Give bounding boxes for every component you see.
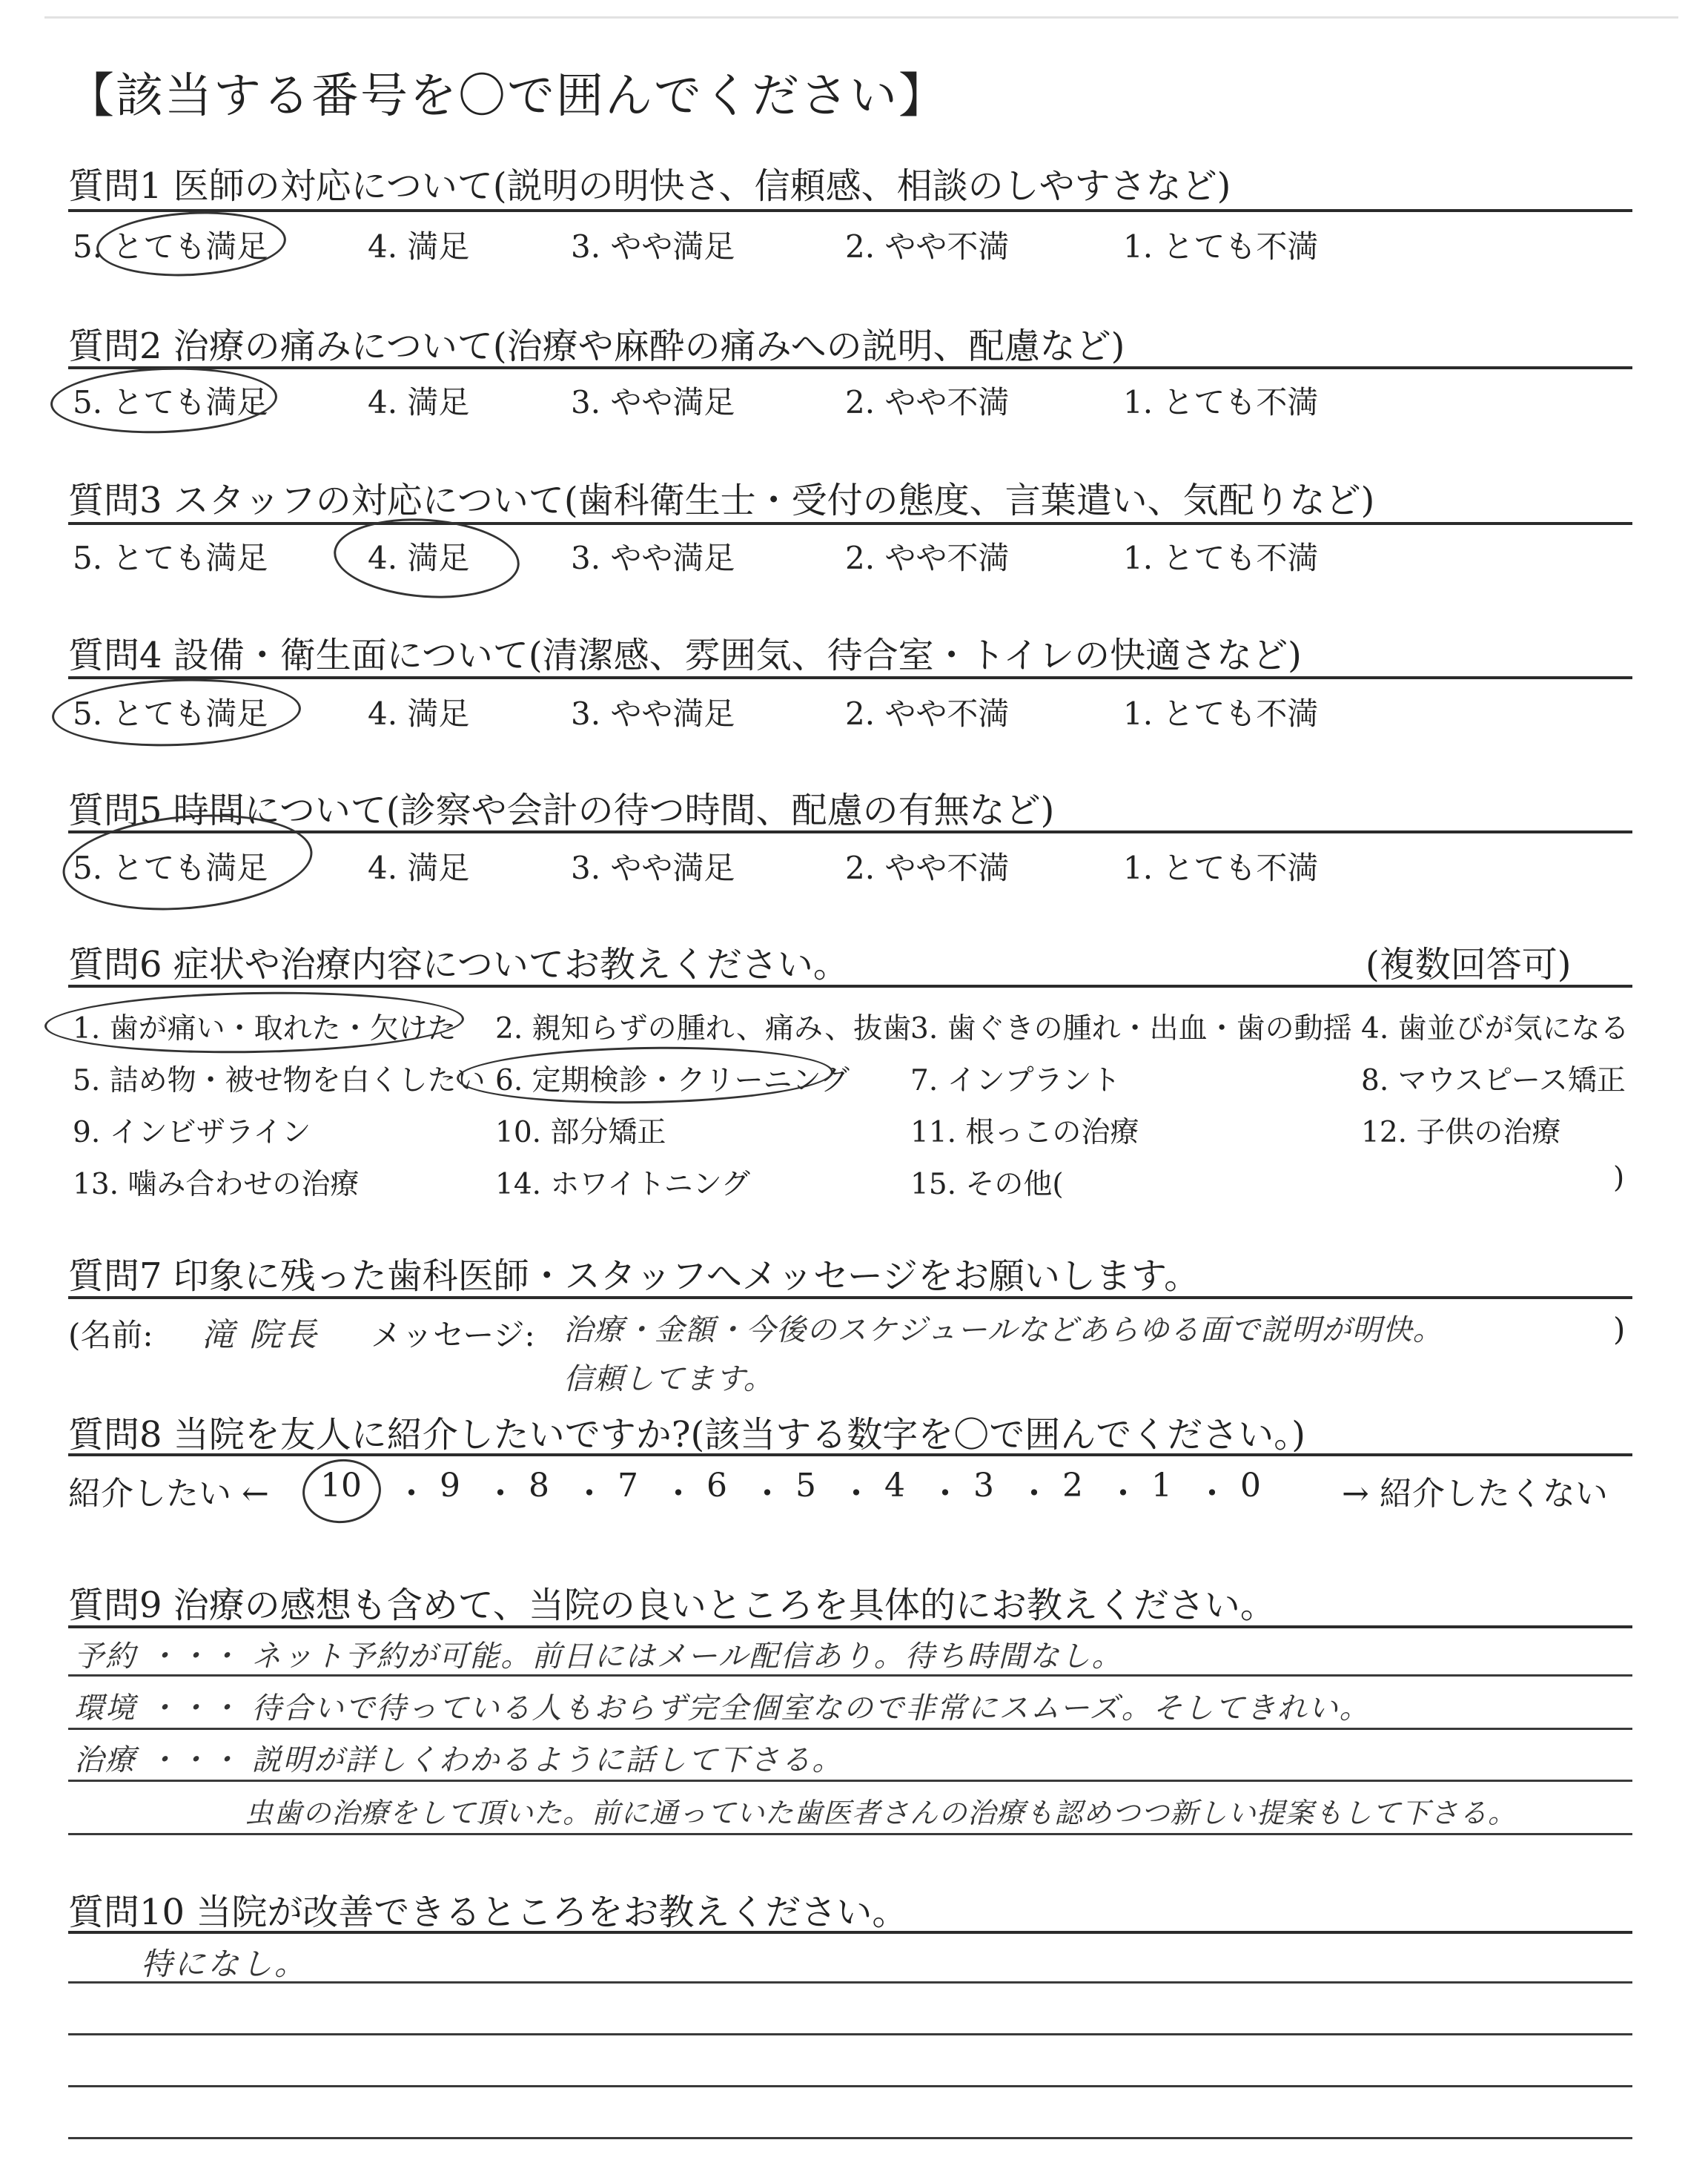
q7-message-label: メッセージ: — [371, 1317, 535, 1353]
page-title: 【該当する番号を〇で囲んでください】 — [67, 69, 947, 124]
q2-option-1[interactable]: 1. とても不満 — [1123, 384, 1319, 420]
question-8-rule — [68, 1453, 1632, 1456]
q8-separator: ・ — [929, 1475, 961, 1513]
q5-option-2[interactable]: 2. やや不満 — [845, 850, 1010, 886]
q6-option-4[interactable]: 4. 歯並びが気になる — [1361, 1012, 1629, 1046]
question-8-label: 質問8 当院を友人に紹介したいですか?(該当する数字を〇で囲んでください。) — [68, 1414, 1305, 1456]
q3-option-1[interactable]: 1. とても不満 — [1123, 540, 1319, 576]
question-10-label: 質問10 当院が改善できるところをお教えください。 — [68, 1892, 908, 1933]
q6-option-1[interactable]: 1. 歯が痛い・取れた・欠けた — [73, 1012, 457, 1046]
q5-option-3[interactable]: 3. やや満足 — [571, 850, 735, 886]
q6-option-15[interactable]: 15. その他( — [910, 1168, 1064, 1201]
q10-answer-rule — [68, 2033, 1632, 2035]
q6-option-11[interactable]: 11. 根っこの治療 — [910, 1116, 1139, 1149]
q6-option-7[interactable]: 7. インプラント — [910, 1064, 1121, 1097]
q9-answer-line-2[interactable]: 環境 ・・・ 待合いで待っている人もおらず完全個室なので非常にスムーズ。そしてきれい。 — [74, 1691, 1371, 1725]
question-6-note: (複数回答可) — [1366, 944, 1572, 985]
q6-option-9[interactable]: 9. インビザライン — [73, 1116, 311, 1149]
q8-scale-4[interactable]: 4 — [884, 1467, 905, 1505]
q3-option-4[interactable]: 4. 満足 — [368, 540, 470, 576]
q5-option-4[interactable]: 4. 満足 — [368, 850, 470, 886]
question-3-label: 質問3 スタッフの対応について(歯科衛生士・受付の態度、言葉遣い、気配りなど) — [68, 480, 1375, 521]
q8-scale-2[interactable]: 2 — [1062, 1467, 1083, 1505]
question-6-label: 質問6 症状や治療内容についてお教えください。 — [68, 944, 849, 985]
q8-separator: ・ — [573, 1475, 606, 1513]
q8-separator: ・ — [1018, 1475, 1050, 1513]
q8-separator: ・ — [1196, 1475, 1228, 1513]
question-9-label: 質問9 治療の感想も含めて、当院の良いところを具体的にお教えください。 — [68, 1585, 1276, 1626]
q4-selection-circle — [51, 675, 302, 750]
question-1-rule — [68, 209, 1632, 212]
q6-option-5[interactable]: 5. 詰め物・被せ物を白くしたい — [73, 1064, 486, 1097]
q2-selection-circle — [50, 364, 279, 437]
question-1-label: 質問1 医師の対応について(説明の明快さ、信頼感、相談のしやすさなど) — [68, 165, 1231, 207]
q9-answer-line-3[interactable]: 治療 ・・・ 説明が詳しくわかるように話して下さる。 — [74, 1743, 844, 1777]
q4-option-5[interactable]: 5. とても満足 — [73, 696, 268, 732]
question-5-rule — [68, 830, 1632, 833]
question-7-label: 質問7 印象に残った歯科医師・スタッフへメッセージをお願いします。 — [68, 1255, 1200, 1297]
q7-message-line-1[interactable]: 治療・金額・今後のスケジュールなどあらゆる面で説明が明快。 — [563, 1313, 1443, 1347]
q3-selection-circle — [331, 512, 523, 604]
q9-answer-line-1[interactable]: 予約 ・・・ ネット予約が可能。前日にはメール配信あり。待ち時間なし。 — [74, 1639, 1123, 1674]
q4-option-4[interactable]: 4. 満足 — [368, 696, 470, 732]
q8-right-label: → 紹介したくない — [1342, 1475, 1608, 1513]
q4-option-2[interactable]: 2. やや不満 — [845, 696, 1010, 732]
question-10-rule — [68, 1931, 1632, 1934]
question-2-rule — [68, 366, 1632, 369]
top-divider — [44, 16, 1678, 19]
q9-answer-line-4[interactable]: 虫歯の治療をして頂いた。前に通っていた歯医者さんの治療も認めつつ新しい提案もして下さる。 — [245, 1797, 1517, 1829]
q9-answer-rule — [68, 1833, 1632, 1835]
q2-option-3[interactable]: 3. やや満足 — [571, 384, 735, 420]
q6-option-6[interactable]: 6. 定期検診・クリーニング — [495, 1064, 850, 1097]
q8-scale-9[interactable]: 9 — [440, 1467, 460, 1505]
q6-option-14[interactable]: 14. ホワイトニング — [495, 1168, 750, 1201]
q6-option-2[interactable]: 2. 親知らずの腫れ、痛み、抜歯 — [495, 1012, 912, 1046]
question-2-label: 質問2 治療の痛みについて(治療や麻酔の痛みへの説明、配慮など) — [68, 326, 1125, 367]
question-7-rule — [68, 1296, 1632, 1299]
q2-option-5[interactable]: 5. とても満足 — [73, 384, 268, 420]
q8-scale-8[interactable]: 8 — [529, 1467, 549, 1505]
q6-option-3[interactable]: 3. 歯ぐきの腫れ・出血・歯の動揺 — [910, 1012, 1352, 1046]
q5-option-1[interactable]: 1. とても不満 — [1123, 850, 1319, 886]
q5-option-5[interactable]: 5. とても満足 — [73, 850, 268, 886]
question-6-rule — [68, 985, 1632, 988]
q8-separator: ・ — [840, 1475, 873, 1513]
q8-scale-6[interactable]: 6 — [706, 1467, 727, 1505]
q1-option-3[interactable]: 3. やや満足 — [571, 228, 735, 265]
q8-separator: ・ — [395, 1475, 428, 1513]
q1-selection-circle — [95, 207, 288, 280]
q8-separator: ・ — [662, 1475, 695, 1513]
q1-option-1[interactable]: 1. とても不満 — [1123, 228, 1319, 265]
question-5-label: 質問5 時間について(診察や会計の待つ時間、配慮の有無など) — [68, 790, 1055, 831]
question-4-label: 質問4 設備・衛生面について(清潔感、雰囲気、待合室・トイレの快適さなど) — [68, 635, 1302, 676]
q8-left-label: 紹介したい ← — [68, 1475, 269, 1513]
q8-scale-5[interactable]: 5 — [795, 1467, 816, 1505]
q8-scale-10[interactable]: 10 — [320, 1467, 362, 1505]
question-4-rule — [68, 676, 1632, 679]
q8-separator: ・ — [751, 1475, 784, 1513]
q1-option-4[interactable]: 4. 満足 — [368, 228, 470, 265]
q3-option-5[interactable]: 5. とても満足 — [73, 540, 268, 576]
q2-option-4[interactable]: 4. 満足 — [368, 384, 470, 420]
q6-option-12[interactable]: 12. 子供の治療 — [1361, 1116, 1561, 1149]
q6-option-10[interactable]: 10. 部分矯正 — [495, 1116, 666, 1149]
q3-option-3[interactable]: 3. やや満足 — [571, 540, 735, 576]
q1-option-5[interactable]: 5. とても満足 — [73, 228, 268, 265]
q10-answer-rule — [68, 2137, 1632, 2139]
question-9-rule — [68, 1625, 1632, 1628]
q8-scale-7[interactable]: 7 — [618, 1467, 638, 1505]
q7-name-label: (名前: — [68, 1317, 153, 1353]
q2-option-2[interactable]: 2. やや不満 — [845, 384, 1010, 420]
q8-scale-1[interactable]: 1 — [1151, 1467, 1172, 1505]
question-3-rule — [68, 522, 1632, 525]
q1-option-2[interactable]: 2. やや不満 — [845, 228, 1010, 265]
q4-option-3[interactable]: 3. やや満足 — [571, 696, 735, 732]
q4-option-1[interactable]: 1. とても不満 — [1123, 696, 1319, 732]
q9-answer-rule — [68, 1728, 1632, 1730]
q7-name-value[interactable]: 滝 院長 — [202, 1316, 319, 1354]
q7-close-paren: ) — [1613, 1311, 1626, 1347]
q6-option-8[interactable]: 8. マウスピース矯正 — [1361, 1064, 1626, 1097]
q8-scale-3[interactable]: 3 — [973, 1467, 994, 1505]
q10-answer[interactable]: 特になし。 — [141, 1946, 308, 1982]
q8-separator: ・ — [1107, 1475, 1139, 1513]
q9-answer-rule — [68, 1780, 1632, 1782]
q6-option-15-close-paren: ) — [1613, 1161, 1625, 1195]
q3-option-2[interactable]: 2. やや不満 — [845, 540, 1010, 576]
q8-separator: ・ — [484, 1475, 517, 1513]
q6-option-13[interactable]: 13. 噛み合わせの治療 — [73, 1168, 360, 1201]
q10-answer-rule — [68, 2085, 1632, 2087]
q8-scale-0[interactable]: 0 — [1240, 1467, 1261, 1505]
q7-message-line-2[interactable]: 信頼してます。 — [563, 1362, 774, 1396]
q8-selection-circle — [299, 1456, 384, 1527]
